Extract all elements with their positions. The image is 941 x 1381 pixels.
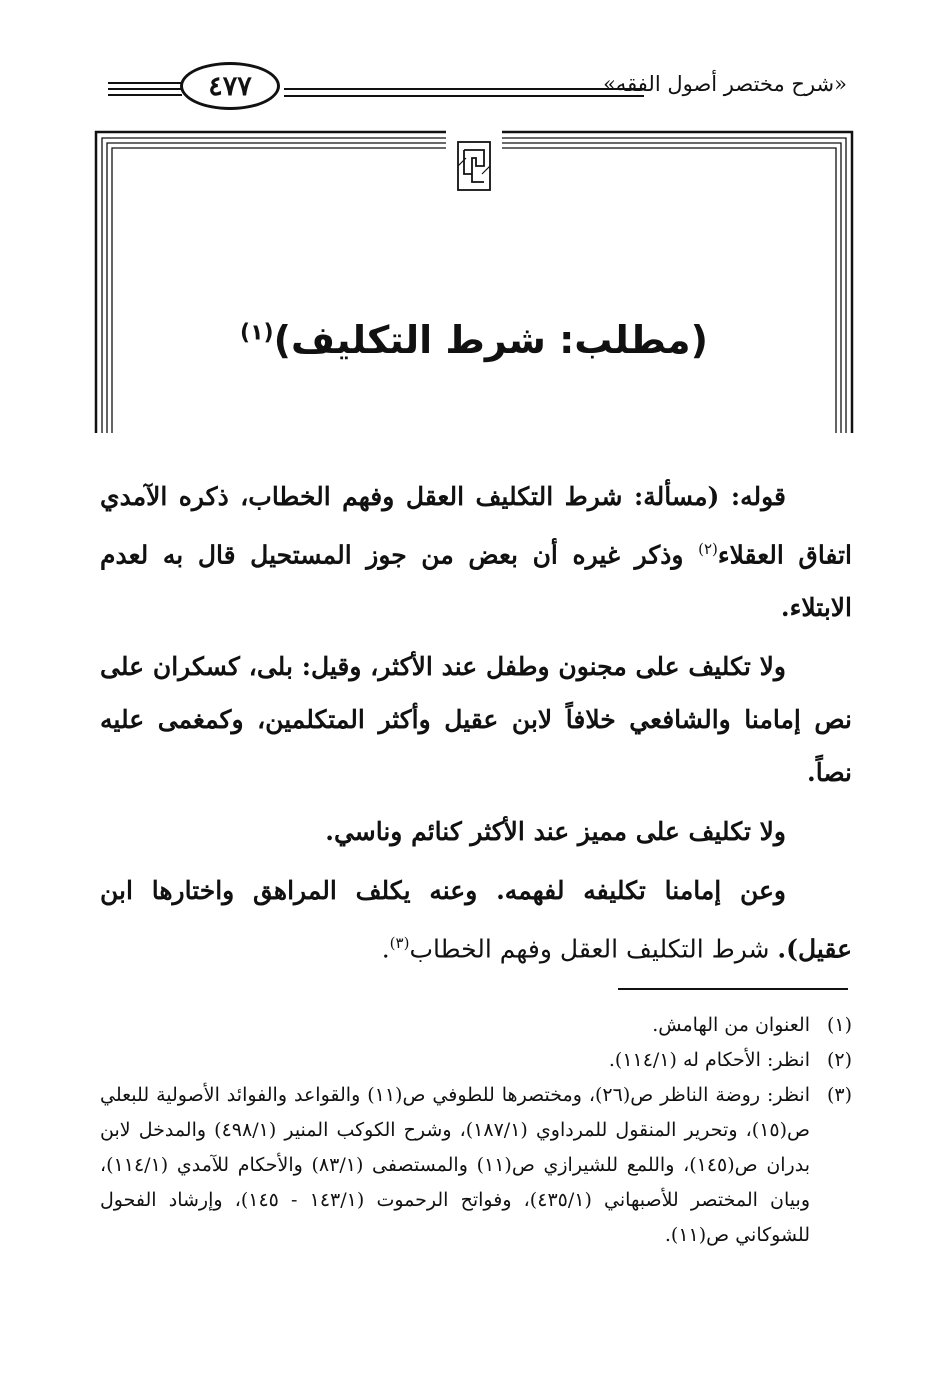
- section-title-text: (مطلب: شرط التكليف): [273, 318, 708, 362]
- frame-border-icon: [92, 128, 856, 433]
- footnote-text: انظر: روضة الناظر ص(٢٦)، ومختصرها للطوفي ص(١١) والقواعد والفوائد الأصولية للبعلي ص(١٥)، وتحرير المنقول للمرداوي (١٨٧/١)، وشرح الكوكب المنير (٤٩٨/١) والمدخل لابن بدران ص(١٤٥)، واللمع للشيرازي ص(١١) والمستصفى (٨٣/١) والأحكام للآمدي (١١٤/١)، وبيان المختصر للأصبهاني (٤٣٥/١)، وفواتح الرحموت (١٤٣/١ - ١٤٥)، وإرشاد الفحول للشوكاني ص(١١).: [100, 1084, 810, 1246]
- paragraph-1: [100, 470, 852, 634]
- paragraph-3: ولا تكليف على مميز عند الأكثر كنائم وناسي.: [325, 817, 786, 847]
- footnote-text: انظر: الأحكام له (١١٤/١).: [608, 1049, 810, 1071]
- page-number: ٤٧٧: [180, 62, 280, 110]
- section-title-footnote-ref: (١): [240, 320, 274, 346]
- footnote-number: (٢): [826, 1049, 852, 1071]
- footnote-3: [100, 1078, 852, 1253]
- paragraph-4-end: .: [381, 934, 390, 964]
- footnote-number: (١): [826, 1014, 852, 1036]
- footnote-ref-2: (٢): [698, 540, 718, 558]
- footnote-number: (٣): [826, 1084, 852, 1106]
- header-rule-right-top: [284, 88, 644, 90]
- paragraph-4: [100, 864, 852, 975]
- footnote-separator: [618, 988, 848, 990]
- footnote-text: العنوان من الهامش.: [652, 1014, 810, 1036]
- page-header: [0, 0, 941, 130]
- footnote-ref-3: (٣): [389, 934, 410, 953]
- header-rule-left-bottom: [108, 94, 182, 96]
- footnote-1: [100, 1008, 852, 1043]
- paragraph-4-text-a: وعن إمامنا تكليفه لفهمه. وعنه يكلف المراهق واختارها ابن عقيل).: [100, 876, 852, 964]
- paragraph-1-text-b: وذكر غيره أن بعض من جوز المستحيل قال به لعدم الابتلاء.: [100, 540, 852, 623]
- running-title: «شرح مختصر أصول الفقه»: [603, 72, 847, 96]
- paragraph-1-text-a: قوله: (مسألة: شرط التكليف العقل وفهم الخطاب، ذكره الآمدي اتفاق العقلاء: [100, 482, 852, 570]
- main-text: [100, 470, 852, 982]
- footnote-2: [100, 1043, 852, 1078]
- paragraph-4-text-b: شرط التكليف العقل وفهم الخطاب: [409, 934, 778, 964]
- footnotes: [100, 1008, 852, 1253]
- header-rule-right-bottom: [284, 95, 644, 97]
- section-title: [92, 318, 856, 362]
- header-rule-left-mid: [108, 88, 182, 90]
- paragraph-2: ولا تكليف على مجنون وطفل عند الأكثر، وقيل: بلى، كسكران على نص إمامنا والشافعي خلافاً لابن عقيل وأكثر المتكلمين، وكمغمى عليه نصاً.: [100, 652, 852, 788]
- section-frame: [92, 128, 856, 433]
- header-rule-left-top: [108, 82, 182, 84]
